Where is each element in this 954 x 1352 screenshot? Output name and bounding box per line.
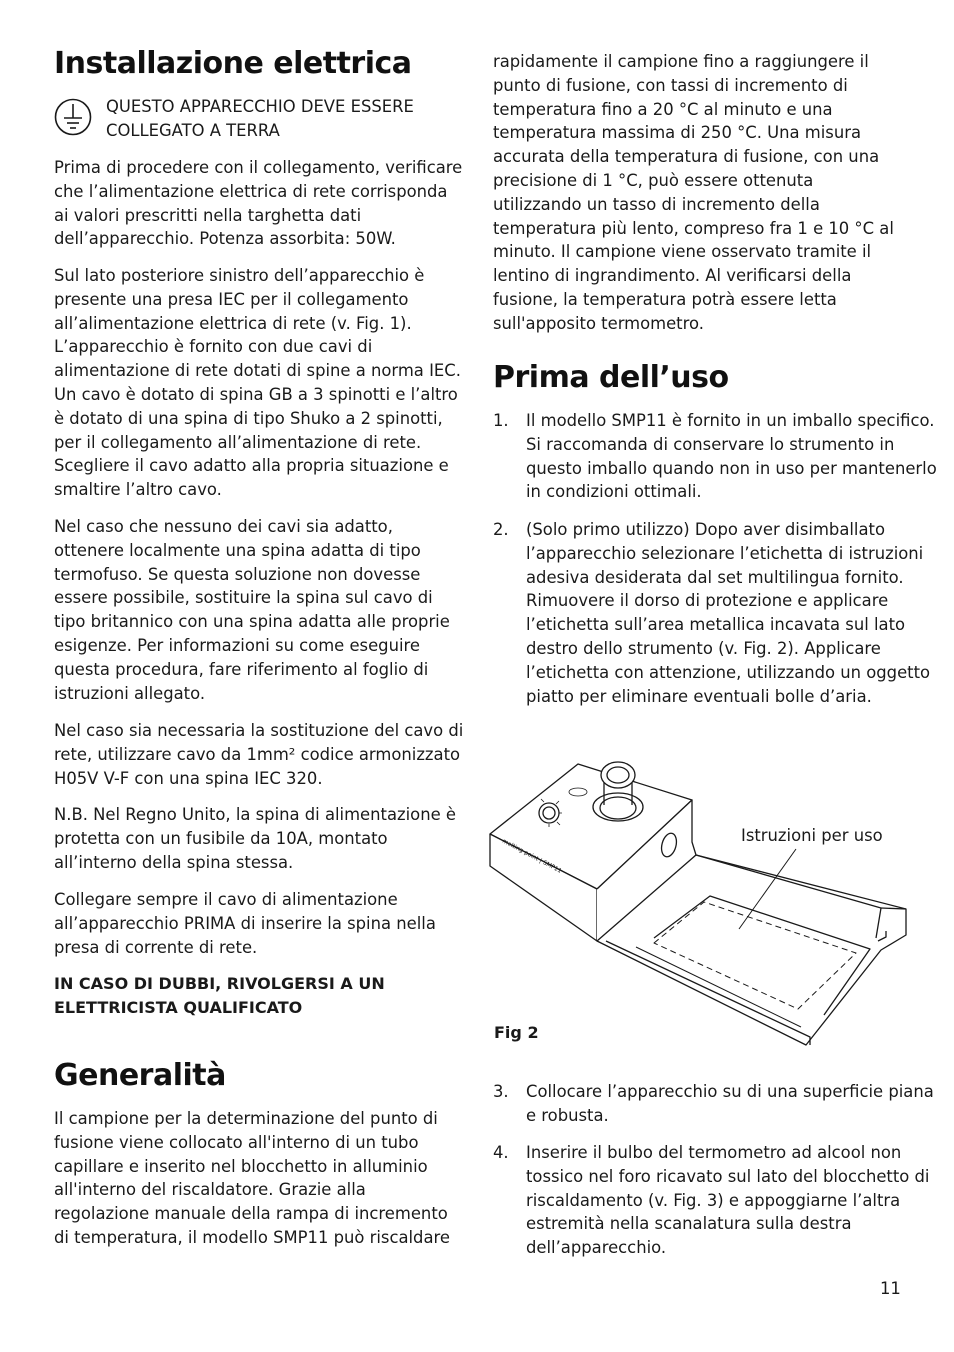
list-item-text: Inserire il bulbo del termometro ad alcool non tossico nel foro ricavato sul lato del blocchetto di riscaldamento (v. Fig. 3) e appoggiarne l’altra estremità nella scanalatura sulla destra dell’apparecchio. <box>526 1143 930 1258</box>
ground-warning-text <box>106 95 414 143</box>
figure-caption: Istruzioni per uso <box>741 826 883 845</box>
device-label-text: melting point | SMP11 <box>501 837 563 875</box>
figure-2-illustration <box>486 755 910 1055</box>
paragraph-riscaldamento: rapidamente il campione fino a raggiungere il punto di fusione, con tassi di incremento di temperatura fino a 20 °C al minuto e una temperatura massima di 250 °C. Una misura accurata della temperatura di fusione, con una precisione di 1 °C, può essere ottenuta utilizzando un tasso di incremento della temperatura più lento, compreso fra 1 e 10 °C al minuto. Il campione viene osservato tramite il lentino di ingrandimento. Al verificarsi della fusione, la temperatura potrà essere letta sull'apposito termometro. <box>493 52 894 333</box>
page-number: 11 <box>880 1279 901 1298</box>
list-item-text: (Solo primo utilizzo) Dopo aver disimballato l’apparecchio selezionare l’etichetta di istruzioni adesiva desiderata dal set multilingua fornito. Rimuovere il dorso di protezione e applicare l’etichetta sull’area metallica incavata sul lato destro dello strumento (v. Fig. 2). Applicare l’etichetta con attenzione, utilizzando un oggetto piatto per eliminare eventuali bolle d’aria. <box>526 520 931 706</box>
figure-label: Fig 2 <box>494 1023 539 1042</box>
warning-elettricista: IN CASO DI DUBBI, RIVOLGERSI A UN ELETTRICISTA QUALIFICATO <box>54 974 385 1017</box>
paragraph-spina-termofuso: Nel caso che nessuno dei cavi sia adatto, ottenere localmente una spina adatta di tipo termofuso. Se questa soluzione non dovesse essere possibile, sostituire la spina sul cavo di tipo britannico con una spina adatta alle proprie esigenze. Per informazioni su come eseguire questa procedura, fare riferimento al foglio di istruzioni allegato. <box>54 517 450 703</box>
heading-installazione-elettrica: Installazione elettrica <box>54 46 412 81</box>
ground-warning <box>54 95 466 145</box>
heading-prima-delluso: Prima dell’uso <box>493 360 729 395</box>
paragraph-alimentazione: Prima di procedere con il collegamento, verificare che l’alimentazione elettrica di rete corrisponda ai valori prescritti nella targhetta dati dell’apparecchio. Potenza assorbita: 50W. <box>54 158 463 249</box>
paragraph-generalita: Il campione per la determinazione del punto di fusione viene collocato all'interno di un tubo capillare e inserito nel blocchetto in alluminio all'interno del riscaldatore. Grazie alla regolazione manuale della rampa di incremento di temperatura, il modello SMP11 può riscaldare <box>54 1109 450 1247</box>
paragraph-collegare-sempre: Collegare sempre il cavo di alimentazione all’apparecchio PRIMA di inserire la spina nella presa di corrente di rete. <box>54 890 436 957</box>
list-item-number: 1. <box>493 411 509 430</box>
list-item-number: 3. <box>493 1082 509 1101</box>
paragraph-nota-regno-unito: N.B. Nel Regno Unito, la spina di alimentazione è protetta con un fusibile da 10A, montato all’interno della spina stessa. <box>54 805 456 872</box>
paragraph-presa-iec: Sul lato posteriore sinistro dell’apparecchio è presente una presa IEC per il collegamento all’alimentazione elettrica di rete (v. Fig. 1). L’apparecchio è fornito con due cavi di alimentazione di rete dotati di spine a norma IEC. Un cavo è dotato di spina GB a 3 spinotti e l’altro è dotato di una spina di tipo Shuko a 2 spinotti, per il collegamento all’alimentazione di rete. Scegliere il cavo adatto alla propria situazione e smaltire l’altro cavo. <box>54 266 461 500</box>
heading-generalita: Generalità <box>54 1058 226 1093</box>
paragraph-sostituzione-cavo: Nel caso sia necessaria la sostituzione del cavo di rete, utilizzare cavo da 1mm² codice armonizzato H05V V-F con una spina IEC 320. <box>54 721 464 788</box>
list-item-number: 4. <box>493 1143 509 1162</box>
list-item-text: Il modello SMP11 è fornito in un imballo specifico. Si raccomanda di conservare lo strumento in questo imballo quando non in uso per mantenerlo in condizioni ottimali. <box>526 411 937 502</box>
earth-ground-icon <box>54 98 92 136</box>
list-item-number: 2. <box>493 520 509 539</box>
list-item-text: Collocare l’apparecchio su di una superficie piana e robusta. <box>526 1082 934 1125</box>
ground-warning-line1: QUESTO APPARECCHIO DEVE ESSERE <box>106 97 414 116</box>
ground-warning-line2: COLLEGATO A TERRA <box>106 121 280 140</box>
